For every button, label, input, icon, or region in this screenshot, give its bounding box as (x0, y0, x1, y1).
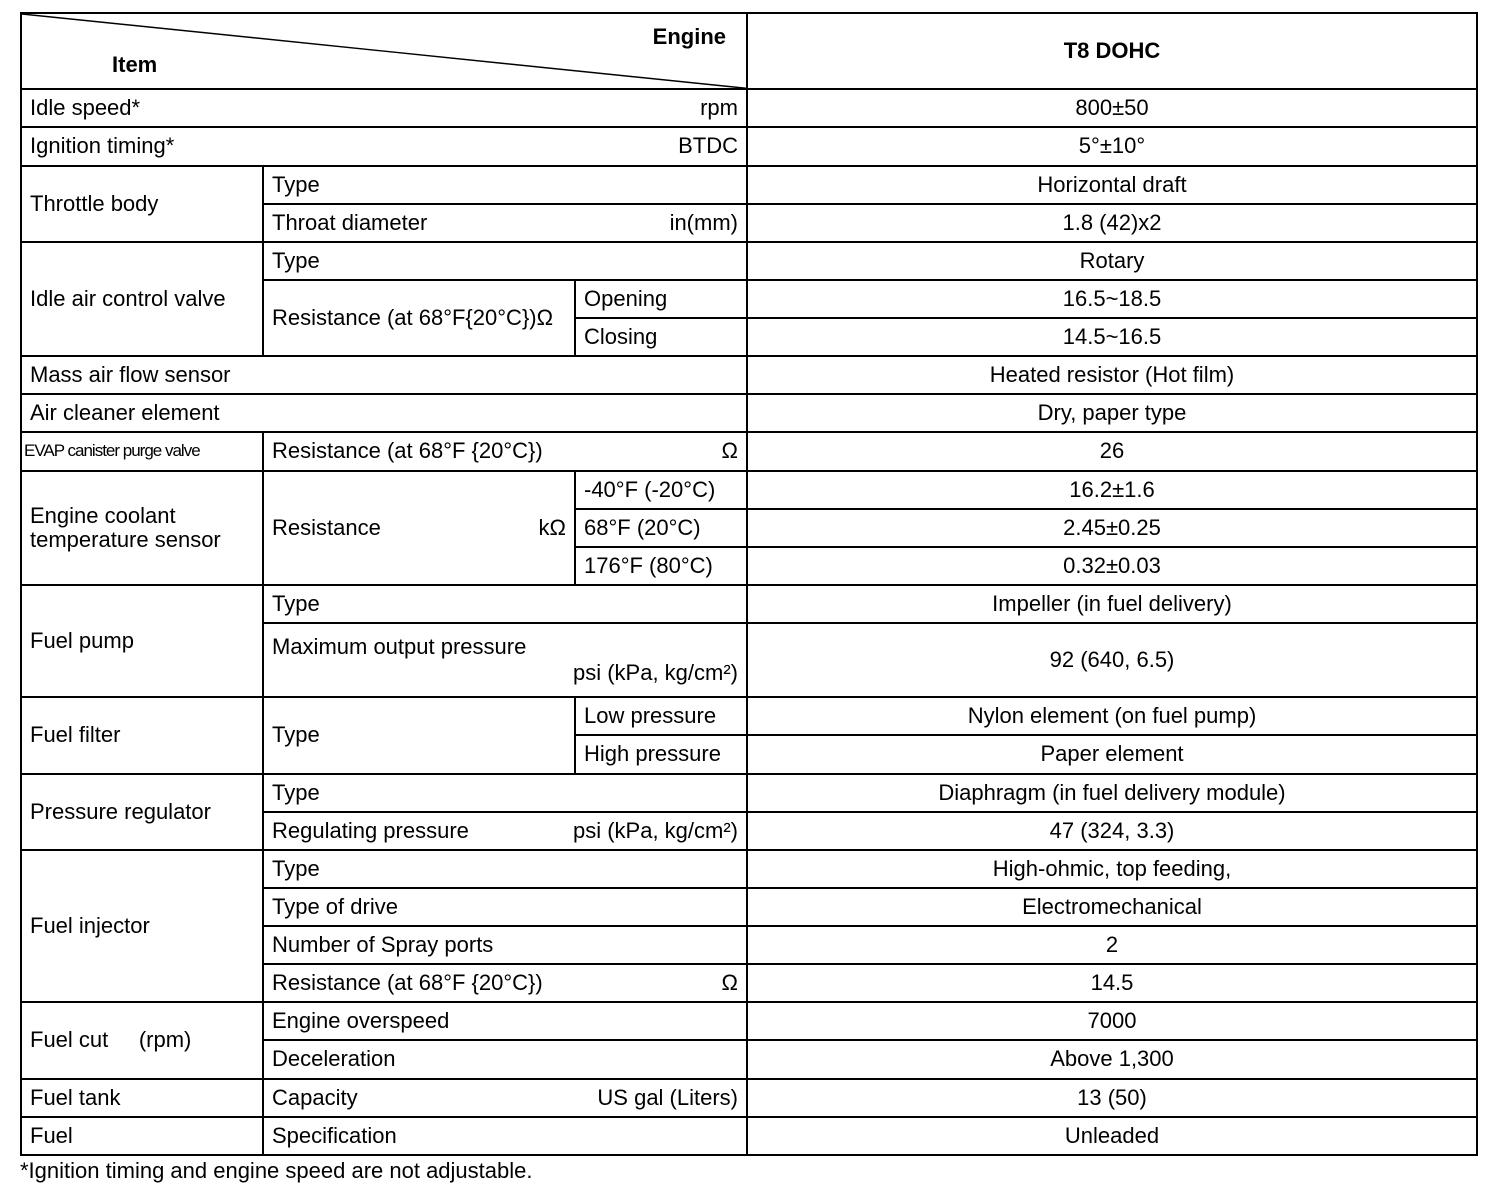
ect-value-1: 16.2±1.6 (747, 471, 1477, 509)
fuel-label: Fuel (21, 1117, 263, 1155)
idle-speed-label: Idle speed* rpm (21, 89, 747, 127)
injector-ports-value: 2 (747, 926, 1477, 964)
iacv-resistance-label: Resistance (at 68°F{20°C})Ω (263, 280, 575, 356)
injector-resistance-value: 14.5 (747, 964, 1477, 1002)
ignition-timing-unit: BTDC (678, 133, 738, 159)
maf-value: Heated resistor (Hot film) (747, 356, 1477, 394)
header-item: Item (112, 52, 158, 78)
throat-diameter-value: 1.8 (42)x2 (747, 204, 1477, 242)
iacv-closing-value: 14.5~16.5 (747, 318, 1477, 356)
fuel-value: Unleaded (747, 1117, 1477, 1155)
fuel-pump-type-value: Impeller (in fuel delivery) (747, 585, 1477, 623)
ect-value-3: 0.32±0.03 (747, 547, 1477, 585)
pressure-regulator-label: Pressure regulator (21, 774, 263, 850)
ect-param: Resistance kΩ (263, 471, 575, 585)
injector-resistance-unit: Ω (721, 970, 738, 996)
iacv-closing-label: Closing (575, 318, 747, 356)
ect-cond-3: 176°F (80°C) (575, 547, 747, 585)
ect-label: Engine coolant temperature sensor (21, 471, 263, 585)
injector-type-label: Type (263, 850, 747, 888)
fuel-tank-label: Fuel tank (21, 1079, 263, 1117)
ignition-timing-label: Ignition timing* BTDC (21, 127, 747, 165)
ect-cond-2: 68°F (20°C) (575, 509, 747, 547)
fuel-pump-type-label: Type (263, 585, 747, 623)
fuel-cut-overspeed-label: Engine overspeed (263, 1002, 747, 1040)
footnote: *Ignition timing and engine speed are not adjustable. (20, 1158, 533, 1183)
fuel-pump-pressure-unit: psi (kPa, kg/cm²) (572, 660, 738, 686)
evap-param: Resistance (at 68°F {20°C}) Ω (263, 432, 747, 470)
idle-speed-unit: rpm (700, 95, 738, 121)
idle-speed-value: 800±50 (747, 89, 1477, 127)
header-model: T8 DOHC (747, 13, 1477, 89)
maf-label: Mass air flow sensor (21, 356, 747, 394)
air-cleaner-label: Air cleaner element (21, 394, 747, 432)
injector-resistance-label: Resistance (at 68°F {20°C}) Ω (263, 964, 747, 1002)
fuel-filter-type-label: Type (263, 697, 575, 773)
fuel-cut-decel-value: Above 1,300 (747, 1040, 1477, 1078)
ect-cond-1: -40°F (-20°C) (575, 471, 747, 509)
fuel-param: Specification (263, 1117, 747, 1155)
throat-diameter-unit: in(mm) (669, 209, 738, 235)
fuel-cut-decel-label: Deceleration (263, 1040, 747, 1078)
ect-unit: kΩ (538, 514, 566, 540)
injector-drive-label: Type of drive (263, 888, 747, 926)
air-cleaner-value: Dry, paper type (747, 394, 1477, 432)
fuel-pump-pressure-label: Maximum output pressure psi (kPa, kg/cm²) (263, 623, 747, 697)
ect-value-2: 2.45±0.25 (747, 509, 1477, 547)
fuel-pump-label: Fuel pump (21, 585, 263, 697)
throttle-type-label: Type (263, 166, 747, 204)
regulator-type-value: Diaphragm (in fuel delivery module) (747, 774, 1477, 812)
fuel-filter-high-label: High pressure (575, 735, 747, 773)
fuel-tank-value: 13 (50) (747, 1079, 1477, 1117)
evap-value: 26 (747, 432, 1477, 470)
injector-type-value: High-ohmic, top feeding, (747, 850, 1477, 888)
regulator-type-label: Type (263, 774, 747, 812)
ignition-timing-value: 5°±10° (747, 127, 1477, 165)
fuel-pump-pressure-value: 92 (640, 6.5) (747, 623, 1477, 697)
fuel-injector-label: Fuel injector (21, 850, 263, 1003)
iacv-type-value: Rotary (747, 242, 1477, 280)
throttle-type-value: Horizontal draft (747, 166, 1477, 204)
header-diagonal-cell (21, 13, 747, 89)
iacv-type-label: Type (263, 242, 747, 280)
fuel-filter-label: Fuel filter (21, 697, 263, 773)
iacv-opening-value: 16.5~18.5 (747, 280, 1477, 318)
regulating-pressure-label: Regulating pressure psi (kPa, kg/cm²) (263, 812, 747, 850)
fuel-tank-param: Capacity US gal (Liters) (263, 1079, 747, 1117)
iacv-opening-label: Opening (575, 280, 747, 318)
throat-diameter-label: Throat diameter in(mm) (263, 204, 747, 242)
injector-ports-label: Number of Spray ports (263, 926, 747, 964)
evap-label: EVAP canister purge valve (21, 432, 263, 470)
fuel-filter-high-value: Paper element (747, 735, 1477, 773)
header-engine: Engine (652, 24, 726, 49)
spec-table (20, 12, 1478, 1156)
regulating-pressure-unit: psi (kPa, kg/cm²) (572, 817, 738, 843)
fuel-tank-unit: US gal (Liters) (597, 1084, 738, 1110)
fuel-cut-overspeed-value: 7000 (747, 1002, 1477, 1040)
regulating-pressure-value: 47 (324, 3.3) (747, 812, 1477, 850)
fuel-cut-label: Fuel cut (rpm) (21, 1002, 263, 1078)
evap-unit: Ω (721, 438, 738, 464)
iacv-label: Idle air control valve (21, 242, 263, 356)
injector-drive-value: Electromechanical (747, 888, 1477, 926)
throttle-body-label: Throttle body (21, 166, 263, 242)
fuel-filter-low-value: Nylon element (on fuel pump) (747, 697, 1477, 735)
fuel-filter-low-label: Low pressure (575, 697, 747, 735)
